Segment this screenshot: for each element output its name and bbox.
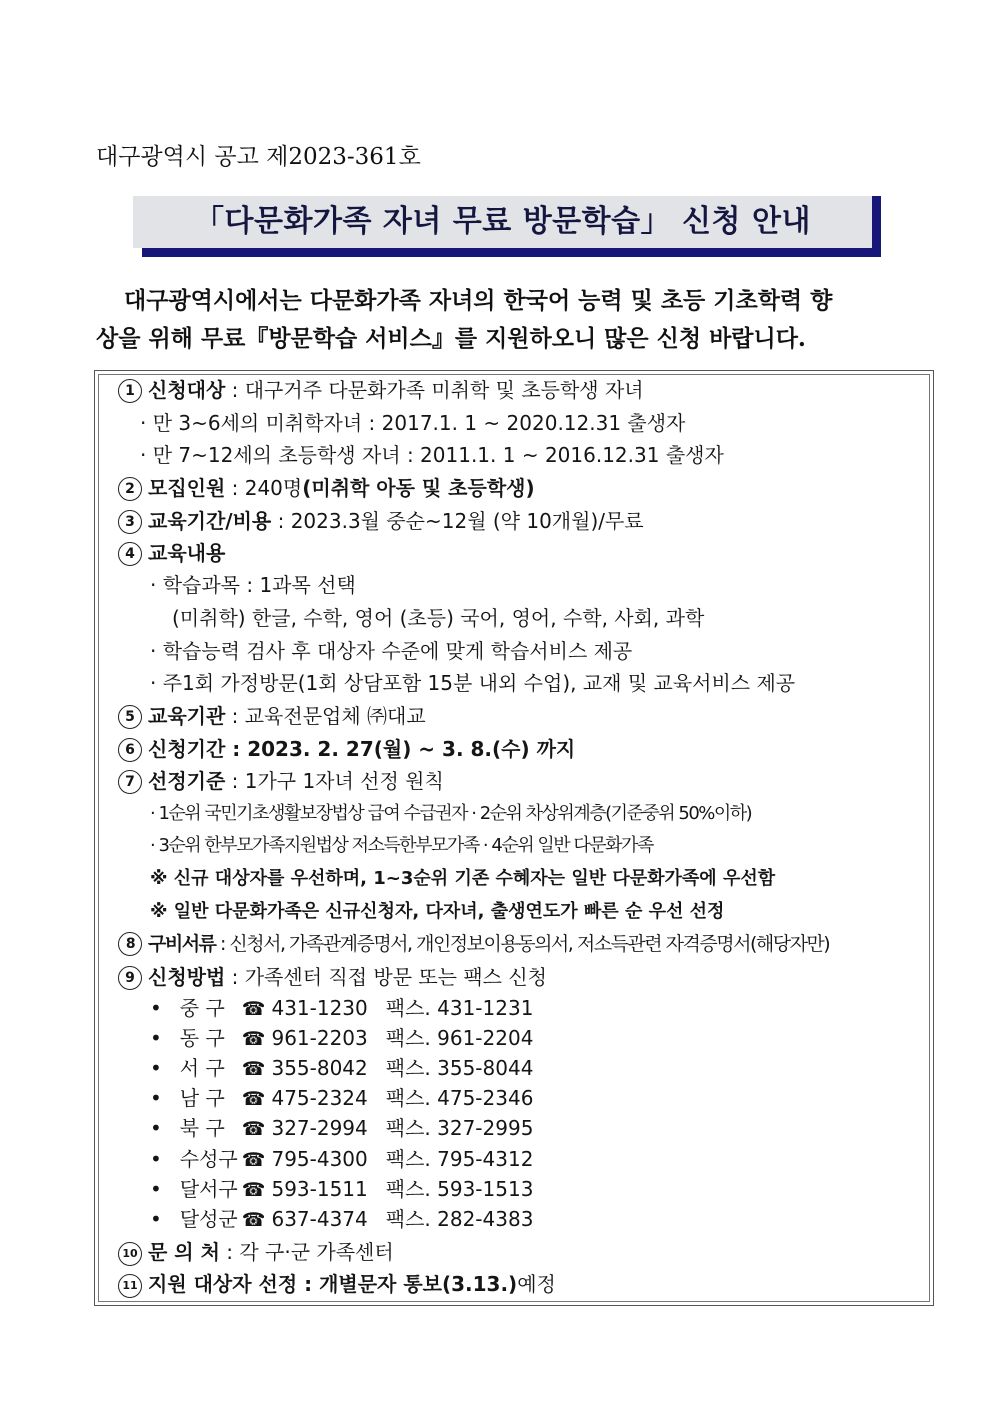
- item-number: 1: [118, 379, 142, 403]
- item-number: 9: [118, 966, 142, 990]
- item-institution: [118, 701, 426, 731]
- item-inquiry: [118, 1237, 394, 1267]
- item-number: 6: [118, 738, 142, 762]
- item-recruitment: [118, 473, 535, 503]
- item-content-sub-2: (미취학) 한글, 수학, 영어 (초등) 국어, 영어, 수학, 사회, 과학: [172, 606, 705, 630]
- item-method: [118, 962, 547, 992]
- fax: 475-2346: [437, 1086, 534, 1110]
- fax-label: 팩스.: [385, 1147, 431, 1171]
- title-shadow-bottom: [142, 248, 881, 257]
- contact-row: [150, 1113, 533, 1144]
- district: 달서구: [179, 1177, 238, 1201]
- item-criteria-note-1: ※ 신규 대상자를 우선하며, 1~3순위 기존 수혜자는 일반 다문화가족에 우선함: [150, 868, 776, 889]
- district: 수성구: [179, 1147, 238, 1171]
- fax-label: 팩스.: [385, 1116, 431, 1140]
- tel: 593-1511: [271, 1177, 368, 1201]
- contact-row: [150, 1053, 533, 1084]
- contact-row: [150, 1144, 533, 1175]
- item-criteria-sub-1: · 1순위 국민기초생활보장법상 급여 수급권자 · 2순위 차상위계층(기준중위 50%이하): [150, 803, 752, 824]
- contact-row: [150, 1204, 533, 1235]
- item-applicant: [118, 375, 644, 405]
- phone-icon: ☎: [241, 1179, 266, 1201]
- item-number: 2: [118, 477, 142, 501]
- item-content: [118, 538, 225, 568]
- item-label: 교육기관: [148, 704, 226, 728]
- contact-row: [150, 1174, 533, 1205]
- item-label: 모집인원: [148, 476, 226, 500]
- item-applicant-sub-2: · 만 7~12세의 초등학생 자녀 : 2011.1. 1 ~ 2016.12.31 출생자: [140, 443, 724, 467]
- item-application-period: [118, 734, 575, 764]
- intro-line-2: 상을 위해 무료『방문학습 서비스』를 지원하오니 많은 신청 바랍니다.: [96, 325, 806, 352]
- item-number: 10: [118, 1242, 142, 1266]
- item-label: 신청방법: [148, 965, 226, 989]
- phone-icon: ☎: [241, 1058, 266, 1080]
- fax-label: 팩스.: [385, 1177, 431, 1201]
- contact-row: [150, 1023, 533, 1054]
- district: 서 구: [179, 1056, 225, 1080]
- bullet: •: [150, 1116, 162, 1140]
- district: 북 구: [179, 1116, 225, 1140]
- tel: 637-4374: [271, 1207, 368, 1231]
- item-bold-text: : 개별문자 통보(3.13.): [297, 1272, 518, 1296]
- phone-icon: ☎: [241, 1209, 266, 1231]
- district: 중 구: [179, 996, 225, 1020]
- item-text: : 각 구·군 가족센터: [219, 1240, 394, 1264]
- fax: 961-2204: [437, 1026, 534, 1050]
- item-number: 11: [118, 1274, 142, 1298]
- item-label: 문 의 처: [148, 1240, 220, 1264]
- fax: 795-4312: [437, 1147, 534, 1171]
- item-text: : 신청서, 가족관계증명서, 개인정보이용동의서, 저소득관련 자격증명서(해당자만): [215, 933, 830, 955]
- item-text: : 240명: [225, 476, 303, 500]
- item-bold-text: : 2023. 2. 27(월) ~ 3. 8.(수) 까지: [225, 737, 576, 761]
- phone-icon: ☎: [241, 1028, 266, 1050]
- item-number: 4: [118, 542, 142, 566]
- bullet: •: [150, 1147, 162, 1171]
- item-label: 교육내용: [148, 541, 226, 565]
- item-bold-text: (미취학 아동 및 초등학생): [302, 476, 535, 500]
- item-content-sub-3: · 학습능력 검사 후 대상자 수준에 맞게 학습서비스 제공: [150, 639, 633, 663]
- fax-label: 팩스.: [385, 1086, 431, 1110]
- fax-label: 팩스.: [385, 1207, 431, 1231]
- fax: 327-2995: [437, 1116, 534, 1140]
- item-label: 신청기간: [148, 737, 226, 761]
- phone-icon: ☎: [241, 998, 266, 1020]
- intro-paragraph: [96, 282, 926, 358]
- item-text: 예정: [517, 1272, 556, 1296]
- item-content-sub-1: · 학습과목 : 1과목 선택: [150, 573, 356, 597]
- document-title: 「다문화가족 자녀 무료 방문학습」 신청 안내: [194, 204, 811, 239]
- item-number: 7: [118, 770, 142, 794]
- item-number: 8: [118, 932, 142, 956]
- fax-label: 팩스.: [385, 1026, 431, 1050]
- bullet: •: [150, 1177, 162, 1201]
- fax-label: 팩스.: [385, 996, 431, 1020]
- district: 남 구: [179, 1086, 225, 1110]
- item-label: 선정기준: [148, 769, 226, 793]
- item-content-sub-4: · 주1회 가정방문(1회 상담포함 15분 내외 수업), 교재 및 교육서비스 제공: [150, 671, 796, 695]
- item-text: : 1가구 1자녀 선정 원칙: [225, 769, 444, 793]
- notice-number: 대구광역시 공고 제2023-361호: [96, 144, 421, 170]
- item-label: 교육기간/비용: [148, 509, 272, 533]
- item-applicant-sub-1: · 만 3~6세의 미취학자녀 : 2017.1. 1 ~ 2020.12.31 출생자: [140, 411, 686, 435]
- phone-icon: ☎: [241, 1149, 266, 1171]
- item-criteria: [118, 766, 444, 796]
- district: 동 구: [179, 1026, 225, 1050]
- intro-line-1: 대구광역시에서는 다문화가족 자녀의 한국어 능력 및 초등 기초학력 향: [124, 287, 833, 314]
- item-criteria-sub-2: · 3순위 한부모가족지원법상 저소득한부모가족 · 4순위 일반 다문화가족: [150, 835, 653, 856]
- tel: 355-8042: [271, 1056, 368, 1080]
- tel: 431-1230: [271, 996, 368, 1020]
- item-text: : 2023.3월 중순~12월 (약 10개월)/무료: [271, 509, 644, 533]
- fax: 282-4383: [437, 1207, 534, 1231]
- district: 달성군: [179, 1207, 238, 1231]
- item-label: 지원 대상자 선정: [148, 1272, 298, 1296]
- item-documents: [118, 929, 829, 959]
- phone-icon: ☎: [241, 1118, 266, 1140]
- contact-row: [150, 1083, 533, 1114]
- item-text: : 가족센터 직접 방문 또는 팩스 신청: [225, 965, 548, 989]
- bullet: •: [150, 1207, 162, 1231]
- tel: 327-2994: [271, 1116, 368, 1140]
- contact-row: [150, 993, 533, 1024]
- tel: 961-2203: [271, 1026, 368, 1050]
- item-number: 5: [118, 705, 142, 729]
- item-text: : 교육전문업체 ㈜대교: [225, 704, 426, 728]
- item-text: : 대구거주 다문화가족 미취학 및 초등학생 자녀: [225, 378, 644, 402]
- tel: 475-2324: [271, 1086, 368, 1110]
- item-label: 구비서류: [148, 933, 216, 955]
- item-label: 신청대상: [148, 378, 226, 402]
- bullet: •: [150, 1086, 162, 1110]
- bullet: •: [150, 1056, 162, 1080]
- item-number: 3: [118, 510, 142, 534]
- phone-icon: ☎: [241, 1088, 266, 1110]
- fax-label: 팩스.: [385, 1056, 431, 1080]
- fax: 431-1231: [437, 996, 534, 1020]
- fax: 593-1513: [437, 1177, 534, 1201]
- fax: 355-8044: [437, 1056, 534, 1080]
- bullet: •: [150, 996, 162, 1020]
- item-period-cost: [118, 506, 644, 536]
- item-selection-notice: [118, 1269, 556, 1299]
- tel: 795-4300: [271, 1147, 368, 1171]
- item-criteria-note-2: ※ 일반 다문화가족은 신규신청자, 다자녀, 출생연도가 빠른 순 우선 선정: [150, 901, 725, 922]
- bullet: •: [150, 1026, 162, 1050]
